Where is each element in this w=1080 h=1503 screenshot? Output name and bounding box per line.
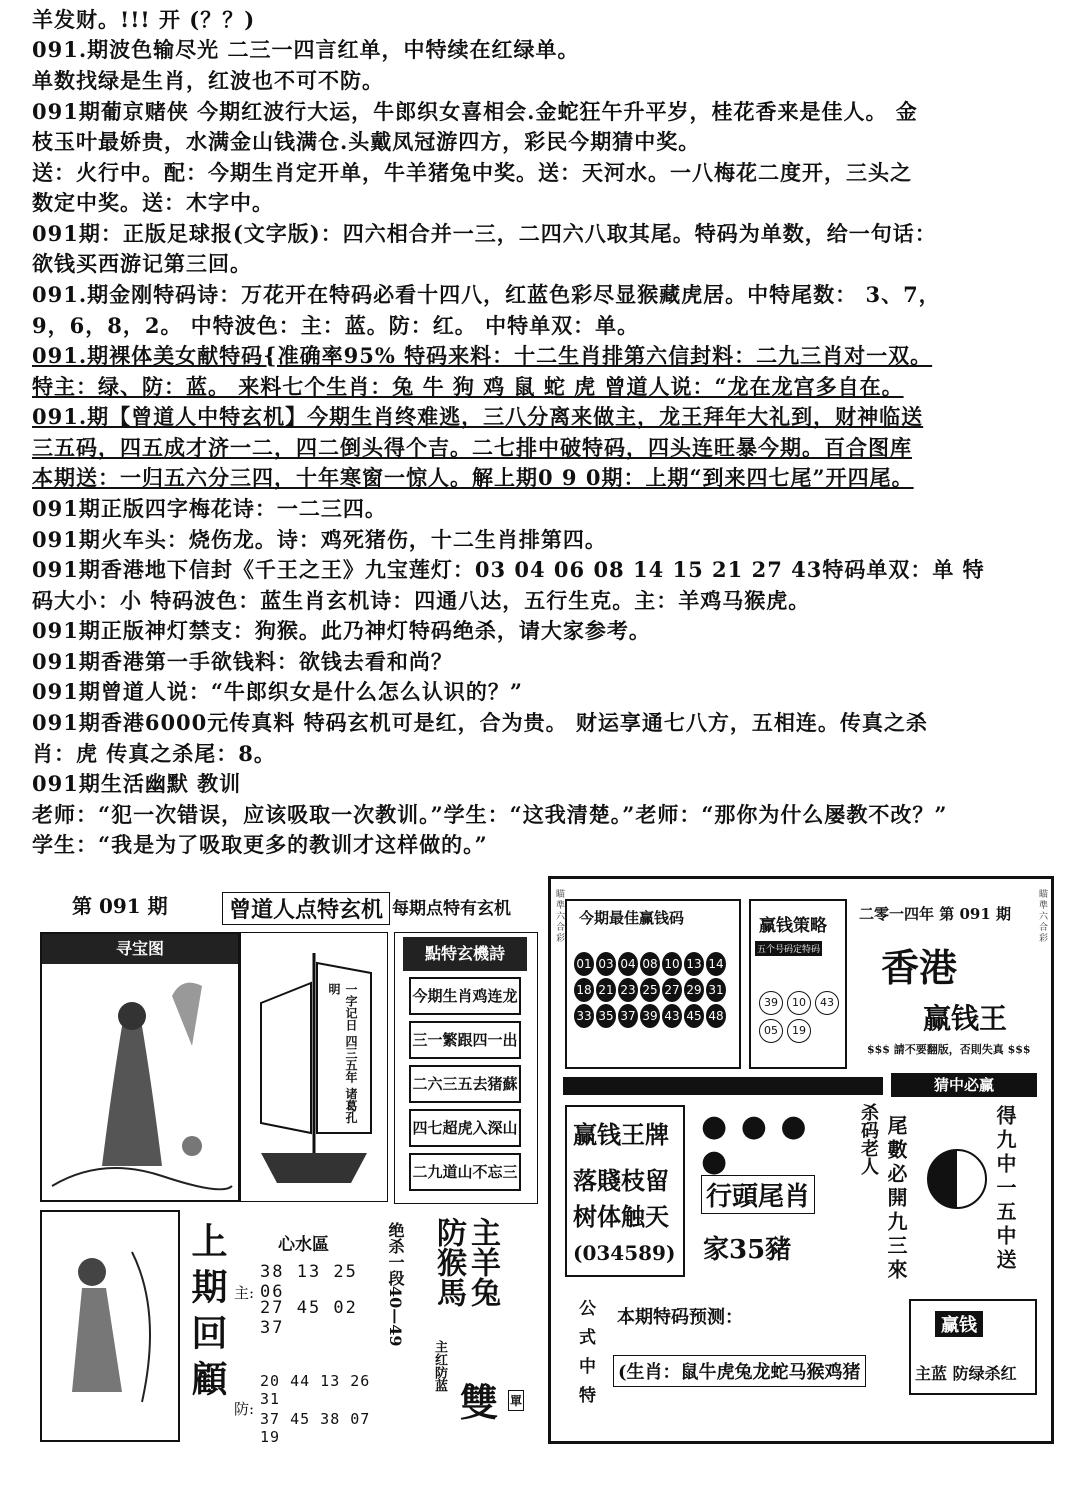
strategy-box (749, 899, 847, 1069)
text-line: 091.期波色输尽光 二三一四言红单，中特续在红绿单。 (32, 37, 580, 62)
number-ball: 13 (684, 952, 704, 976)
strategy-balls (757, 989, 843, 1045)
panel-title: 曾道人点特玄机 (222, 892, 390, 925)
head-tail-text: 行頭尾肖 (701, 1175, 815, 1214)
sail-text: 一字记日 四三五年 诸葛孔明 (327, 983, 358, 1124)
text-line: 091期香港地下信封《千王之王》九宝莲灯：03 04 06 08 14 15 21 27 43特码单双：单 特 (32, 557, 985, 582)
number-ball: 48 (706, 1004, 726, 1028)
left-panel (32, 872, 540, 1447)
main-row: 27 45 02 37 (260, 1298, 358, 1338)
forecast-label: 本期特码预测： (617, 1307, 743, 1328)
text-line: 091期葡京赌侠 今期红波行大运，牛郎织女喜相会.金蛇狂午升平岁，桂花香来是佳人。 金 (32, 99, 918, 124)
zodiac-list: (生肖：鼠牛虎兔龙蛇马猴鸡猪 (613, 1355, 866, 1387)
nine-text: 得九中一五中送 (993, 1105, 1017, 1273)
text-line: 091期香港第一手欲钱料：欲钱去看和尚？ (32, 649, 453, 674)
heart-label: 心水區 (278, 1235, 329, 1255)
text-line: 学生：“我是为了吸取更多的教训才这样做的。” (32, 832, 488, 857)
year-issue: 二零一四年 第 091 期 (859, 905, 1011, 923)
poem-tile: 二九道山不忘三 (409, 1153, 521, 1191)
number-ball: 10 (662, 952, 682, 976)
treasure-label: 寻宝图 (42, 934, 238, 964)
poem-line: 树体触天 (573, 1202, 669, 1231)
guard-row: 37 45 38 07 19 (260, 1410, 371, 1446)
poem-header: 點特玄機詩 (403, 937, 527, 971)
ship-illustration (240, 932, 388, 1202)
winner-box (909, 1299, 1037, 1395)
border-text: 瞄準六合彩 (554, 889, 564, 944)
right-panel (548, 876, 1054, 1444)
strategy-ball: 10 (787, 991, 811, 1015)
number-ball: 14 (706, 952, 726, 976)
black-bar (563, 1077, 883, 1095)
number-ball: 08 (640, 952, 660, 976)
text-line: 三五码，四五成才济一二，四二倒头得个吉。二七排中破特码，四头连旺暴今期。百合图库 (32, 435, 912, 460)
text-line: 羊发财。!!! 开 (？？) (32, 7, 256, 32)
text-line: 码大小：小 特码波色：蓝生肖玄机诗：四通八达，五行生克。主：羊鸡马猴虎。 (32, 588, 811, 613)
text-line: 091期生活幽默 教训 (32, 771, 242, 796)
warning-text: $$$ 請不要翻版，否則失真 $$$ (867, 1043, 1031, 1056)
heart-box (232, 1212, 372, 1446)
main-row: 38 13 25 06 (260, 1262, 358, 1302)
figure-icon (42, 1212, 178, 1440)
poem-tile: 今期生肖鸡连龙 (409, 977, 521, 1015)
home-text: 家35豬 (703, 1235, 792, 1265)
tail-text: 尾數必開九三來 (884, 1115, 908, 1283)
hongkong-title: 香港 (881, 945, 958, 990)
number-ball: 45 (684, 1004, 704, 1028)
text-line: 091.期金刚特码诗：万花开在特码必看十四八，红蓝色彩尽显猴藏虎居。中特尾数： 3、7， (32, 282, 941, 307)
number-ball: 03 (596, 952, 616, 976)
winner-title: 赢钱 (935, 1311, 983, 1337)
number-ball: 04 (618, 952, 638, 976)
king-card-title: 赢钱王牌 (573, 1120, 669, 1149)
text-line: 枝玉叶最娇贵，水满金山钱满仓.头戴凤冠游四方，彩民今期猜中奖。 (32, 129, 701, 154)
poem-tile: 三一繁跟四一出 (409, 1021, 521, 1059)
guard-row: 20 44 13 26 31 (260, 1372, 371, 1408)
last-review-label: 上期回顧 (186, 1222, 228, 1406)
number-ball: 29 (684, 978, 704, 1002)
text-line: 欲钱买西游记第三回。 (32, 251, 252, 276)
formula-text: 公式中特 (575, 1299, 595, 1415)
text-line: 091期香港6000元传真料 特码玄机可是红，合为贵。 财运享通七八方，五相连。传真之杀 (32, 710, 928, 735)
number-ball: 33 (574, 1004, 594, 1028)
best-numbers-box (565, 899, 741, 1069)
zodiac-guard: 防猴馬 (431, 1217, 466, 1307)
strategy-title: 赢钱策略 (759, 916, 827, 936)
kill-text: 绝杀一段40—49 (386, 1222, 405, 1347)
killer-text: 杀码老人 (858, 1103, 879, 1175)
code-text: (034589) (573, 1241, 676, 1265)
last-review-image (40, 1210, 180, 1442)
number-ball: 39 (640, 1004, 660, 1028)
text-line: 091期：正版足球报(文字版)：四六相合并一三，二四六八取其尾。特码为单数，给一句话： (32, 221, 937, 246)
issue-number: 第 091 期 (72, 894, 168, 918)
blue-red-text: 主蓝 防绿杀红 (915, 1364, 1017, 1383)
head-tail-box (697, 1105, 847, 1277)
yin-yang-icon (927, 1149, 987, 1209)
strategy-ball: 05 (759, 1019, 783, 1043)
win-king-title: 赢钱王 (923, 1002, 1008, 1035)
number-ball: 25 (640, 978, 660, 1002)
text-line: 送：火行中。配：今期生肖定开单，牛羊猪兔中奖。送：天河水。一八梅花二度开，三头之 (32, 160, 912, 185)
number-ball: 37 (618, 1004, 638, 1028)
number-ball: 31 (706, 978, 726, 1002)
text-line: 肖：虎 传真之杀尾：8。 (32, 741, 276, 766)
text-line: 091期火车头：烧伤龙。诗：鸡死猪伤，十二生肖排第四。 (32, 527, 607, 552)
ship-icon (241, 933, 387, 1201)
border-text: 瞄準六合彩 (1037, 889, 1047, 944)
strategy-ball: 43 (815, 991, 839, 1015)
number-ball: 01 (574, 952, 594, 976)
number-ball: 23 (618, 978, 638, 1002)
poem-panel (394, 932, 538, 1204)
single-label: 單 (508, 1390, 524, 1411)
text-line: 老师：“犯一次错误，应该吸取一次教训。”学生：“这我清楚。”老师：“那你为什么屡教不改？” (32, 802, 948, 827)
poem-line: 落賤枝留 (573, 1166, 669, 1195)
treasure-map-image (40, 932, 240, 1202)
number-grid (573, 951, 741, 1029)
guard-label: 防: (234, 1400, 255, 1418)
strategy-sub: 五个号码定特码 (755, 941, 822, 956)
number-ball: 43 (662, 1004, 682, 1028)
number-ball: 35 (596, 1004, 616, 1028)
text-line: 091.期【曾道人中特玄机】今期生肖终难逃，三八分离来做主，龙王拜年大礼到，财神临送 (32, 404, 924, 429)
poem-tile: 四七超虎入深山 (409, 1109, 521, 1147)
strategy-ball: 19 (787, 1019, 811, 1043)
strategy-ball: 39 (759, 991, 783, 1015)
text-line: 091期正版四字梅花诗：一二三四。 (32, 496, 387, 521)
text-line: 091.期裸体美女献特码{准确率95% 特码来料：十二生肖排第六信封料：二九三肖对一双。 (32, 343, 933, 368)
text-line: 单数找绿是生肖，红波也不可不防。 (32, 68, 384, 93)
text-line: 本期送：一归五六分三四，十年寒窗一惊人。解上期0 9 0期：上期“到来四七尾”开四尾。 (32, 465, 914, 490)
text-line: 数定中奖。送：木字中。 (32, 190, 274, 215)
text-line: 091期正版神灯禁支：狗猴。此乃神灯特码绝杀，请大家参考。 (32, 618, 651, 643)
guess-banner: 猜中必赢 (891, 1073, 1037, 1097)
zodiac-main: 主羊兔 (465, 1217, 500, 1307)
main-label: 主: (234, 1284, 255, 1302)
double-label: 雙 (460, 1380, 499, 1425)
panel-subtitle: 每期点特有玄机 (392, 899, 511, 919)
text-line: 091期曾道人说：“牛郎织女是什么怎么认识的？” (32, 679, 523, 704)
scholar-figure-icon (42, 966, 238, 1202)
text-line: 9，6，8，2。 中特波色：主：蓝。防：红。 中特单双：单。 (32, 313, 640, 338)
red-blue-text: 主红防蓝 (432, 1340, 447, 1392)
number-ball: 27 (662, 978, 682, 1002)
number-ball: 21 (596, 978, 616, 1002)
number-ball: 18 (574, 978, 594, 1002)
dot-row: ● ● ● ● (701, 1109, 809, 1179)
text-line: 特主：绿、防：蓝。 来料七个生肖：兔 牛 狗 鸡 鼠 蛇 虎 曾道人说：“龙在龙宫多自在。 (32, 374, 904, 399)
king-card-box (565, 1105, 685, 1277)
best-title: 今期最佳赢钱码 (579, 909, 685, 927)
poem-tile: 二六三五去猪蘇 (409, 1065, 521, 1103)
